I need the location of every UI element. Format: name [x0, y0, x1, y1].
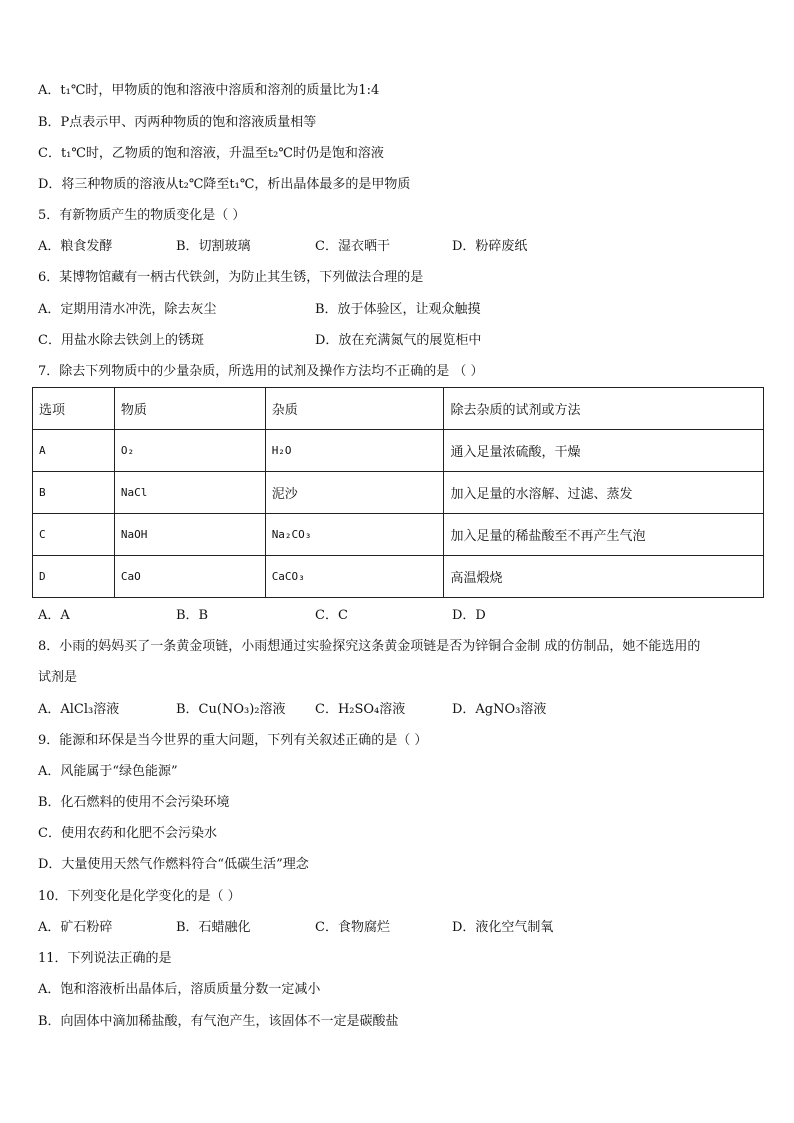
table-header: 杂质: [265, 388, 444, 430]
q6-option-d: D．放在充满氮气的展览柜中: [315, 333, 482, 348]
table-cell: CaCO₃: [265, 556, 444, 598]
q5-option-a: A．粮食发酵: [38, 239, 113, 254]
table-row: [33, 514, 764, 556]
q11-option-b: B．向固体中滴加稀盐酸，有气泡产生，该固体不一定是碳酸盐: [38, 1014, 399, 1029]
q9-option-b: B．化石燃料的使用不会污染环境: [38, 795, 230, 810]
table-cell: A: [33, 430, 115, 472]
table-cell: 加入足量的水溶解、过滤、蒸发: [444, 472, 764, 514]
q6-option-a: A．定期用清水冲洗，除去灰尘: [38, 302, 217, 317]
table-cell: NaOH: [114, 514, 265, 556]
q11-stem: 11．下列说法正确的是: [38, 951, 172, 966]
table-cell: 加入足量的稀盐酸至不再产生气泡: [444, 514, 764, 556]
q7-option-d: D．D: [452, 608, 486, 623]
q8-stem-line2: 试剂是: [38, 670, 78, 685]
table-cell: B: [33, 472, 115, 514]
q8-option-a: A．AlCl₃溶液: [38, 702, 120, 717]
table-cell: 通入足量浓硫酸，干燥: [444, 430, 764, 472]
table-header: 物质: [114, 388, 265, 430]
q4-option-d: D．将三种物质的溶液从t₂℃降至t₁℃，析出晶体最多的是甲物质: [38, 177, 411, 192]
q5-stem: 5．有新物质产生的物质变化是（ ）: [38, 208, 246, 223]
q8-option-b: B．Cu(NO₃)₂溶液: [176, 702, 286, 717]
q9-option-a: A．风能属于“绿色能源”: [38, 764, 178, 779]
q6-stem: 6．某博物馆藏有一柄古代铁剑，为防止其生锈，下列做法合理的是: [38, 270, 424, 285]
q5-option-b: B．切割玻璃: [176, 239, 251, 254]
q5-option-d: D．粉碎废纸: [452, 239, 528, 254]
q8-stem-line1: 8．小雨的妈妈买了一条黄金项链，小雨想通过实验探究这条黄金项链是否为锌铜合金制 成的仿制品，她不能选用的: [38, 639, 701, 654]
table-cell: C: [33, 514, 115, 556]
table-cell: CaO: [114, 556, 265, 598]
table-row: [33, 472, 764, 514]
table-row: [33, 556, 764, 598]
table-row: [33, 430, 764, 472]
q4-option-c: C．t₁℃时，乙物质的饱和溶液，升温至t₂℃时仍是饱和溶液: [38, 146, 384, 161]
q9-option-d: D．大量使用天然气作燃料符合“低碳生活”理念: [38, 857, 309, 872]
q7-option-c: C．C: [315, 608, 348, 623]
q5-option-c: C．湿衣晒干: [315, 239, 390, 254]
table-cell: NaCl: [114, 472, 265, 514]
table-cell: O₂: [114, 430, 265, 472]
q7-option-a: A．A: [38, 608, 70, 623]
table-header: 除去杂质的试剂或方法: [444, 388, 764, 430]
table-cell: 高温煅烧: [444, 556, 764, 598]
q4-option-b: B．P点表示甲、丙两种物质的饱和溶液质量相等: [38, 115, 317, 130]
q8-option-d: D．AgNO₃溶液: [452, 702, 547, 717]
q10-option-d: D．液化空气制氧: [452, 920, 554, 935]
q10-stem: 10．下列变化是化学变化的是（ ）: [38, 889, 241, 904]
q11-option-a: A．饱和溶液析出晶体后，溶质质量分数一定减小: [38, 982, 321, 997]
q7-stem: 7．除去下列物质中的少量杂质，所选用的试剂及操作方法均不正确的是 （ ）: [38, 364, 484, 379]
q6-option-c: C．用盐水除去铁剑上的锈斑: [38, 333, 204, 348]
table-cell: H₂O: [265, 430, 444, 472]
q9-stem: 9．能源和环保是当今世界的重大问题，下列有关叙述正确的是（ ）: [38, 733, 428, 748]
q7-option-b: B．B: [176, 608, 209, 623]
q10-option-a: A．矿石粉碎: [38, 920, 113, 935]
q4-option-a: A．t₁℃时，甲物质的饱和溶液中溶质和溶剂的质量比为1:4: [38, 83, 380, 98]
table-cell: Na₂CO₃: [265, 514, 444, 556]
q9-option-c: C．使用农药和化肥不会污染水: [38, 826, 217, 841]
table-header: 选项: [33, 388, 115, 430]
table-cell: D: [33, 556, 115, 598]
q6-option-b: B．放于体验区，让观众触摸: [315, 302, 481, 317]
q10-option-c: C．食物腐烂: [315, 920, 390, 935]
q8-option-c: C．H₂SO₄溶液: [315, 702, 406, 717]
q10-option-b: B．石蜡融化: [176, 920, 251, 935]
q7-table: [32, 387, 764, 598]
table-header-row: [33, 388, 764, 430]
table-cell: 泥沙: [265, 472, 444, 514]
